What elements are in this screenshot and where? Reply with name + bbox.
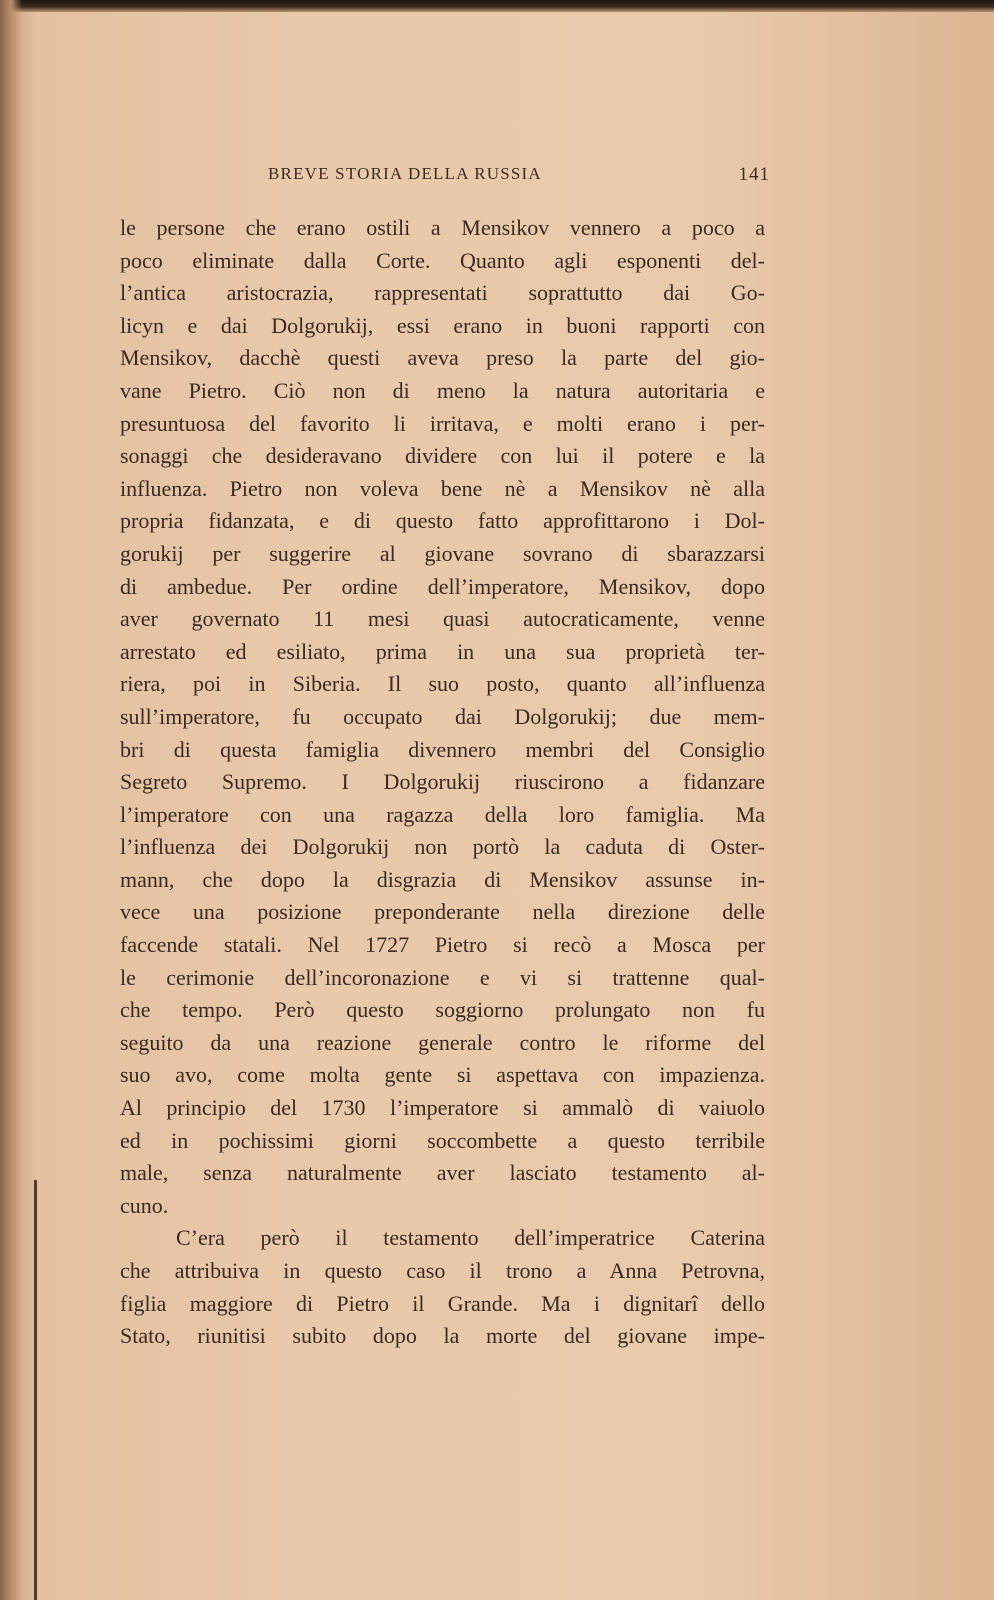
body-text — [120, 212, 765, 1353]
text-line: che tempo. Però questo soggiorno prolungato non fu — [120, 997, 765, 1023]
paragraph-start-line: C’era però il testamento dell’imperatrice Caterina — [176, 1225, 765, 1251]
text-line: aver governato 11 mesi quasi autocraticamente, venne — [120, 606, 765, 632]
text-line: riera, poi in Siberia. Il suo posto, quanto all’influenza — [120, 671, 765, 697]
text-line: mann, che dopo la disgrazia di Mensikov assunse in- — [120, 866, 765, 892]
text-line: figlia maggiore di Pietro il Grande. Ma i dignitarî dello — [120, 1290, 765, 1316]
text-line: faccende statali. Nel 1727 Pietro si recò a Mosca per — [120, 932, 765, 958]
paragraph-end-line: cuno. — [120, 1192, 169, 1218]
text-line: di ambedue. Per ordine dell’imperatore, Mensikov, dopo — [120, 573, 765, 599]
page-header — [250, 164, 770, 190]
text-line: bri di questa famiglia divennero membri del Consiglio — [120, 736, 765, 762]
text-line: l’imperatore con una ragazza della loro famiglia. Ma — [120, 801, 765, 827]
text-line: sull’imperatore, fu occupato dai Dolgorukij; due mem- — [120, 703, 765, 729]
text-line: l’antica aristocrazia, rappresentati soprattutto dai Go- — [120, 280, 765, 306]
text-line: gorukij per suggerire al giovane sovrano di sbarazzarsi — [120, 540, 765, 566]
text-line: influenza. Pietro non voleva bene nè a Mensikov nè alla — [120, 475, 765, 501]
text-line: licyn e dai Dolgorukij, essi erano in buoni rapporti con — [120, 312, 765, 338]
text-line: ed in pochissimi giorni soccombette a questo terribile — [120, 1127, 765, 1153]
text-line: l’influenza dei Dolgorukij non portò la caduta di Oster- — [120, 834, 765, 860]
text-line: che attribuiva in questo caso il trono a Anna Petrovna, — [120, 1258, 765, 1283]
binding-shadow — [0, 0, 22, 1600]
text-line: Stato, riunitisi subito dopo la morte del giovane impe- — [120, 1323, 765, 1349]
text-line: le persone che erano ostili a Mensikov vennero a poco a — [120, 215, 765, 240]
text-line: male, senza naturalmente aver lasciato testamento al- — [120, 1160, 765, 1186]
text-line: le cerimonie dell’incoronazione e vi si trattenne qual- — [120, 964, 765, 990]
text-line: sonaggi che desideravano dividere con lui il potere e la — [120, 443, 765, 469]
text-line: arrestato ed esiliato, prima in una sua proprietà ter- — [120, 638, 765, 664]
text-line: poco eliminate dalla Corte. Quanto agli esponenti del- — [120, 247, 765, 273]
gutter-line — [34, 1180, 37, 1600]
text-line: Segreto Supremo. I Dolgorukij riuscirono a fidanzare — [120, 769, 765, 795]
text-line: suo avo, come molta gente si aspettava con impazienza. — [120, 1062, 765, 1088]
text-line: Al principio del 1730 l’imperatore si ammalò di vaiuolo — [120, 1095, 765, 1121]
text-line: presuntuosa del favorito li irritava, e molti erano i per- — [120, 410, 765, 436]
text-line: propria fidanzata, e di questo fatto approfittarono i Dol- — [120, 508, 765, 534]
text-line: seguito da una reazione generale contro le riforme del — [120, 1029, 765, 1055]
text-line: vece una posizione preponderante nella direzione delle — [120, 899, 765, 925]
running-title: BREVE STORIA DELLA RUSSIA — [268, 164, 542, 183]
page-top-edge — [0, 0, 994, 12]
text-line: vane Pietro. Ciò non di meno la natura autoritaria e — [120, 377, 765, 403]
page-number: 141 — [738, 164, 770, 185]
text-line: Mensikov, dacchè questi aveva preso la parte del gio- — [120, 345, 765, 371]
